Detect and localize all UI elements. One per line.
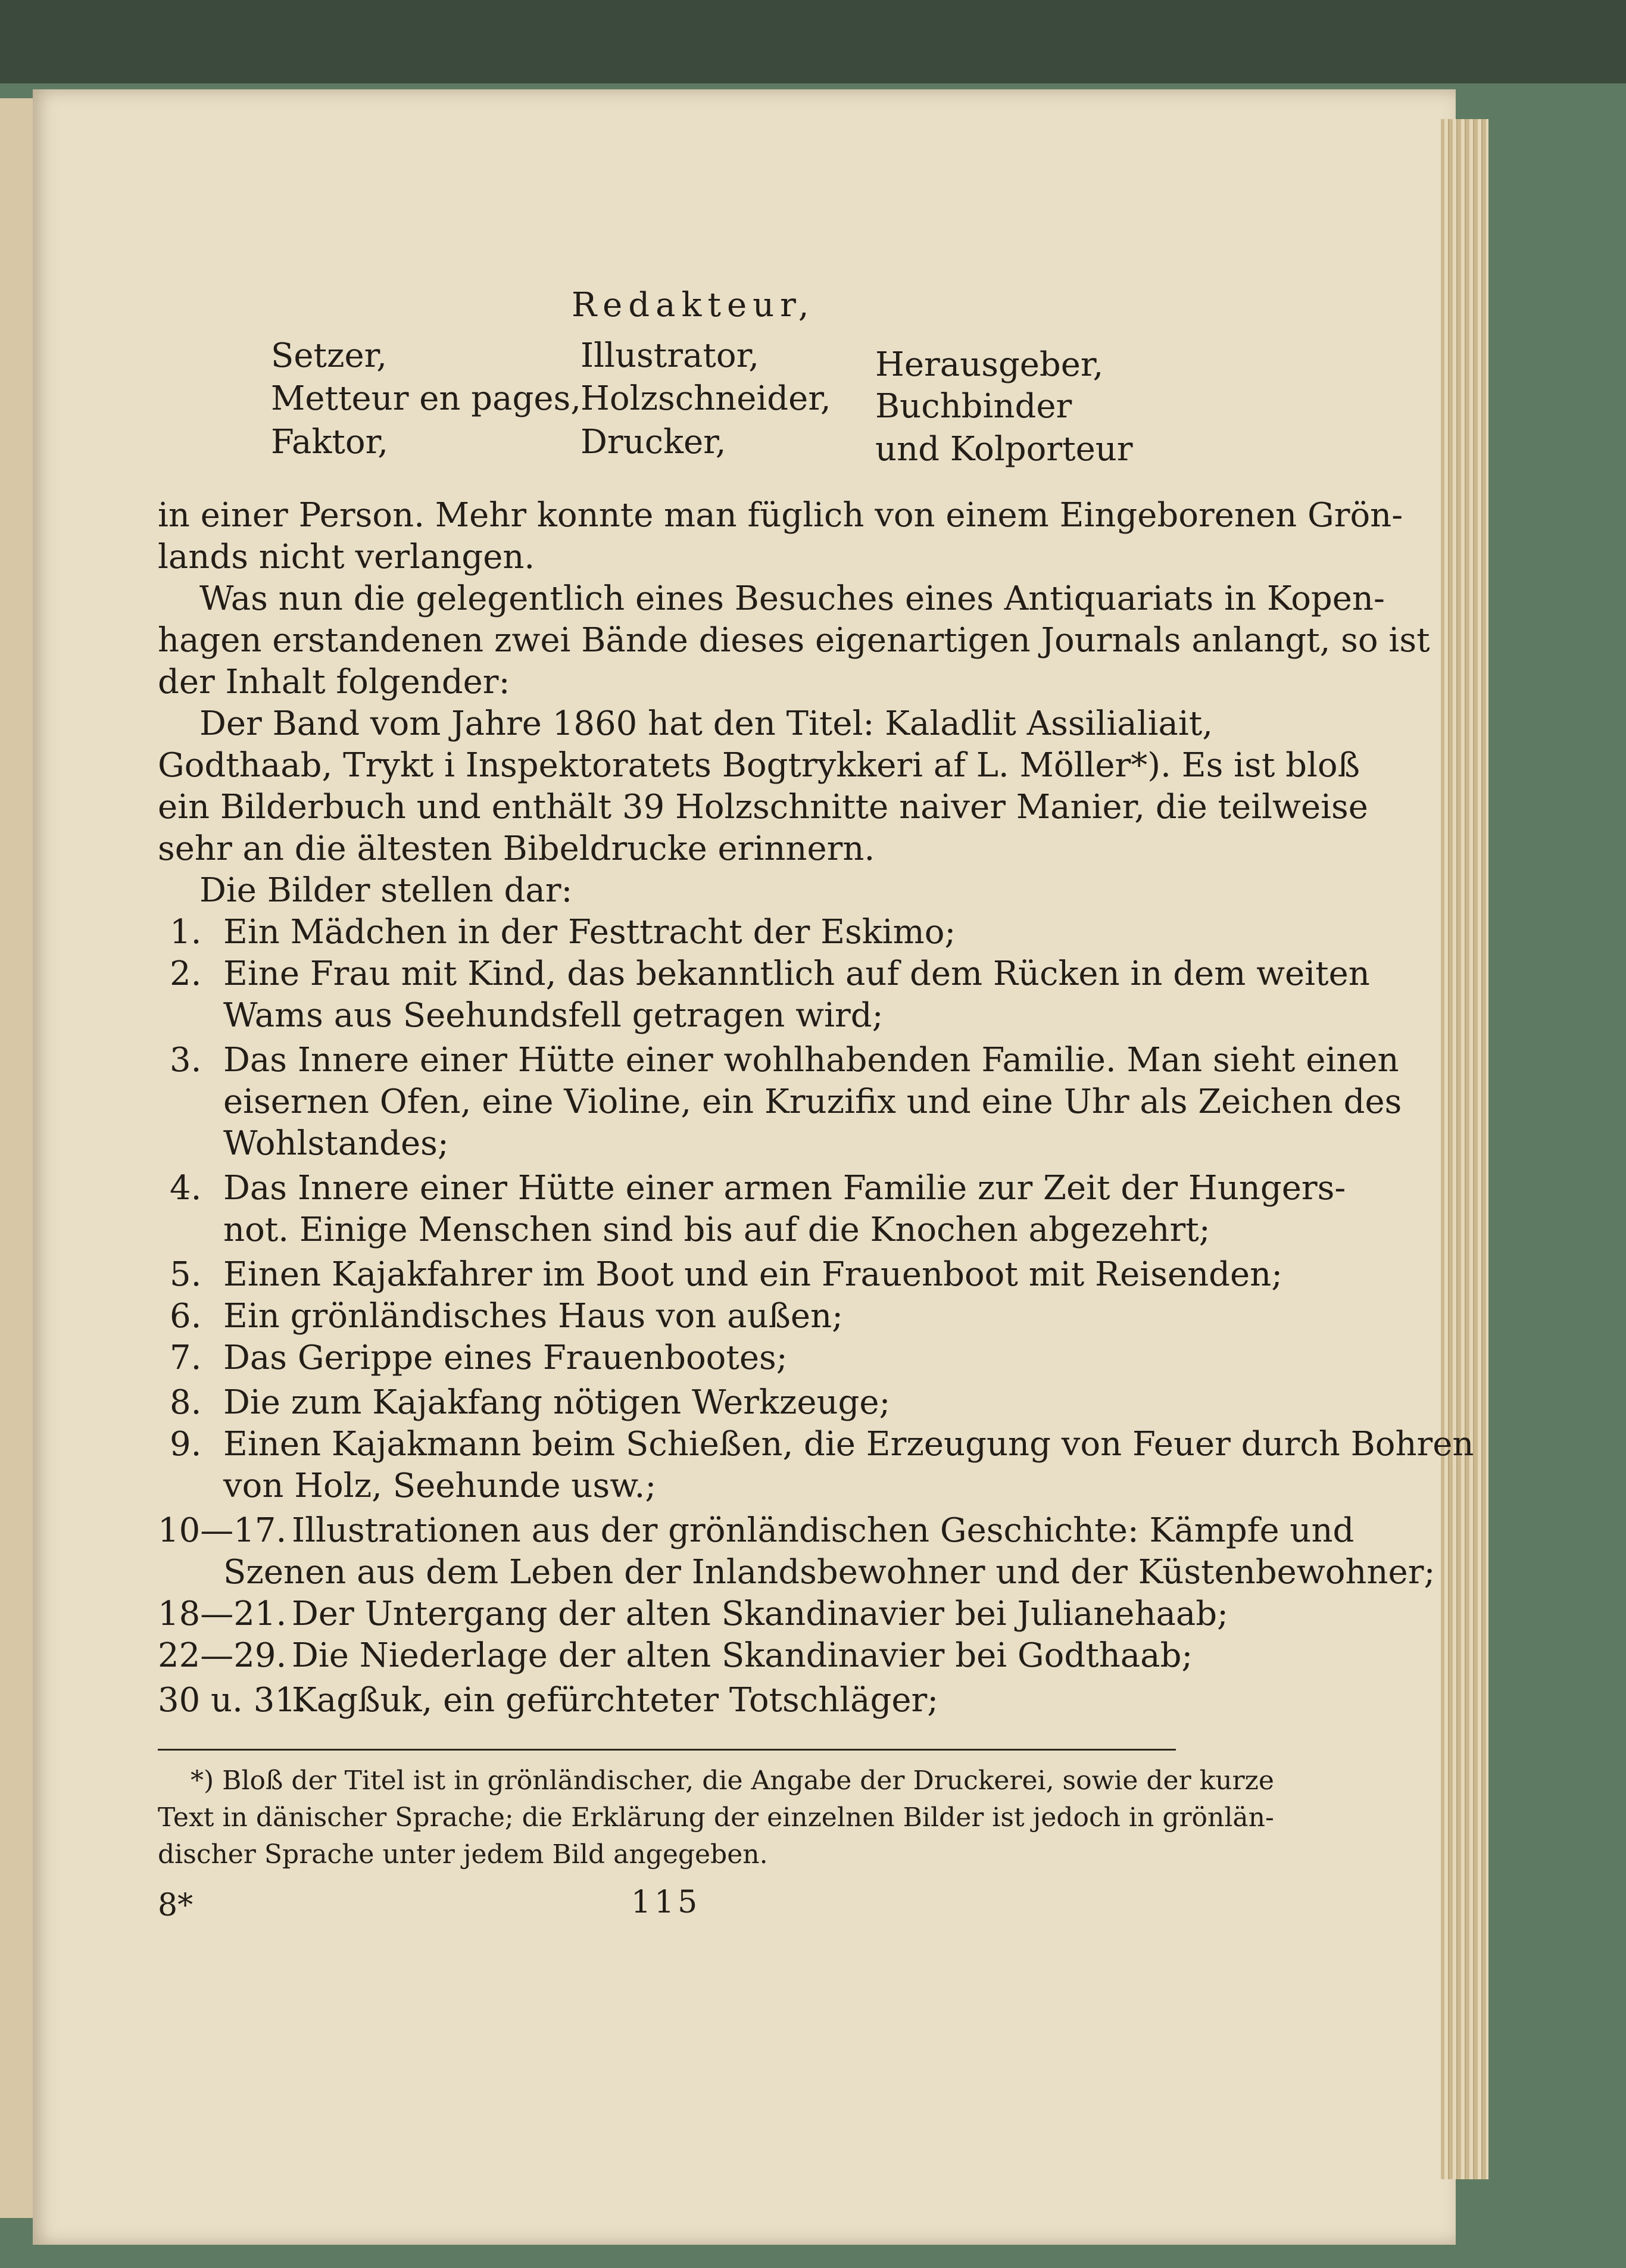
header-buchbinder: Buchbinder xyxy=(875,387,1072,426)
list-number: 5. xyxy=(170,1255,202,1294)
header-faktor: Faktor, xyxy=(271,423,389,461)
list-item: Ein grönländisches Haus von außen; xyxy=(223,1297,844,1336)
list-number: 1. xyxy=(170,913,202,952)
list-item: Wams aus Seehundsfell getragen wird; xyxy=(223,996,884,1035)
list-item: Das Innere einer Hütte einer wohlhabenden Familie. Man sieht einen xyxy=(223,1041,1399,1080)
body-line: in einer Person. Mehr konnte man füglich von einem Eingeborenen Grön- xyxy=(158,496,1403,535)
list-item: Wohlstandes; xyxy=(223,1124,449,1163)
header-kolporteur: und Kolporteur xyxy=(875,430,1133,469)
body-line: hagen erstandenen zwei Bände dieses eigenartigen Journals anlangt, so ist xyxy=(158,621,1430,660)
list-item: Ein Mädchen in der Festtracht der Eskimo; xyxy=(223,913,956,952)
list-item: Eine Frau mit Kind, das bekanntlich auf dem Rücken in dem weiten xyxy=(223,954,1370,993)
body-line: lands nicht verlangen. xyxy=(158,538,535,576)
footnote-line: Text in dänischer Sprache; die Erklärung der einzelnen Bilder ist jedoch in grönlän- xyxy=(158,1802,1274,1833)
footnote-rule xyxy=(158,1749,1176,1751)
list-number: 7. xyxy=(170,1339,202,1377)
list-number: 2. xyxy=(170,954,202,993)
header-metteur: Metteur en pages, xyxy=(271,379,582,418)
list-item: not. Einige Menschen sind bis auf die Knochen abgezehrt; xyxy=(223,1211,1210,1249)
list-item: von Holz, Seehunde usw.; xyxy=(223,1467,657,1505)
list-item: Illustrationen aus der grönländischen Geschichte: Kämpfe und xyxy=(292,1511,1355,1550)
list-number: 4. xyxy=(170,1169,202,1208)
body-line: Was nun die gelegentlich eines Besuches eines Antiquariats in Kopen- xyxy=(199,579,1385,618)
list-number: 18—21. xyxy=(158,1595,287,1633)
list-number: 22—29. xyxy=(158,1636,287,1675)
list-number: 8. xyxy=(170,1383,202,1422)
list-item: Die zum Kajakfang nötigen Werkzeuge; xyxy=(223,1383,891,1422)
header-holzschneider: Holzschneider, xyxy=(581,379,831,418)
list-item: Das Gerippe eines Frauenbootes; xyxy=(223,1339,788,1377)
list-item: eisernen Ofen, eine Violine, ein Kruzifix und eine Uhr als Zeichen des xyxy=(223,1082,1402,1121)
list-item: Das Innere einer Hütte einer armen Familie zur Zeit der Hungers- xyxy=(223,1169,1346,1208)
list-item: Die Niederlage der alten Skandinavier bei Godthaab; xyxy=(292,1636,1193,1675)
list-item: Der Untergang der alten Skandinavier bei Julianehaab; xyxy=(292,1595,1229,1633)
body-line: der Inhalt folgender: xyxy=(158,663,510,701)
list-number: 30 u. 31. xyxy=(158,1681,307,1720)
header-setzer: Setzer, xyxy=(271,336,388,375)
header-drucker: Drucker, xyxy=(581,423,726,461)
body-line: Godthaab, Trykt i Inspektoratets Bogtrykkeri af L. Möller*). Es ist bloß xyxy=(158,746,1360,785)
footnote-line: discher Sprache unter jedem Bild angegeben. xyxy=(158,1839,768,1870)
list-number: 3. xyxy=(170,1041,202,1080)
list-item: Einen Kajakfahrer im Boot und ein Frauenboot mit Reisenden; xyxy=(223,1255,1283,1294)
body-line: Die Bilder stellen dar: xyxy=(199,871,573,910)
facing-page-edge xyxy=(0,98,36,2218)
body-line: sehr an die ältesten Bibeldrucke erinnern. xyxy=(158,829,875,868)
list-number: 9. xyxy=(170,1425,202,1464)
header-redakteur: Redakteur, xyxy=(572,286,815,325)
list-item: Szenen aus dem Leben der Inlandsbewohner und der Küstenbewohner; xyxy=(223,1553,1435,1592)
list-item: Einen Kajakmann beim Schießen, die Erzeugung von Feuer durch Bohren xyxy=(223,1425,1474,1464)
list-number: 6. xyxy=(170,1297,202,1336)
footnote-line: *) Bloß der Titel ist in grönländischer, die Angabe der Druckerei, sowie der kurze xyxy=(191,1765,1274,1796)
body-line: Der Band vom Jahre 1860 hat den Titel: Kaladlit Assilialiait, xyxy=(199,704,1213,743)
header-herausgeber: Herausgeber, xyxy=(875,345,1104,384)
header-illustrator: Illustrator, xyxy=(581,336,760,375)
page-number: 115 xyxy=(631,1885,701,1920)
list-item: Kagßuk, ein gefürchteter Totschläger; xyxy=(292,1681,939,1720)
signature-mark: 8* xyxy=(158,1888,194,1923)
body-line: ein Bilderbuch und enthält 39 Holzschnitte naiver Manier, die teilweise xyxy=(158,788,1368,826)
page-block-edges xyxy=(1441,119,1488,2179)
list-number: 10—17. xyxy=(158,1511,287,1550)
